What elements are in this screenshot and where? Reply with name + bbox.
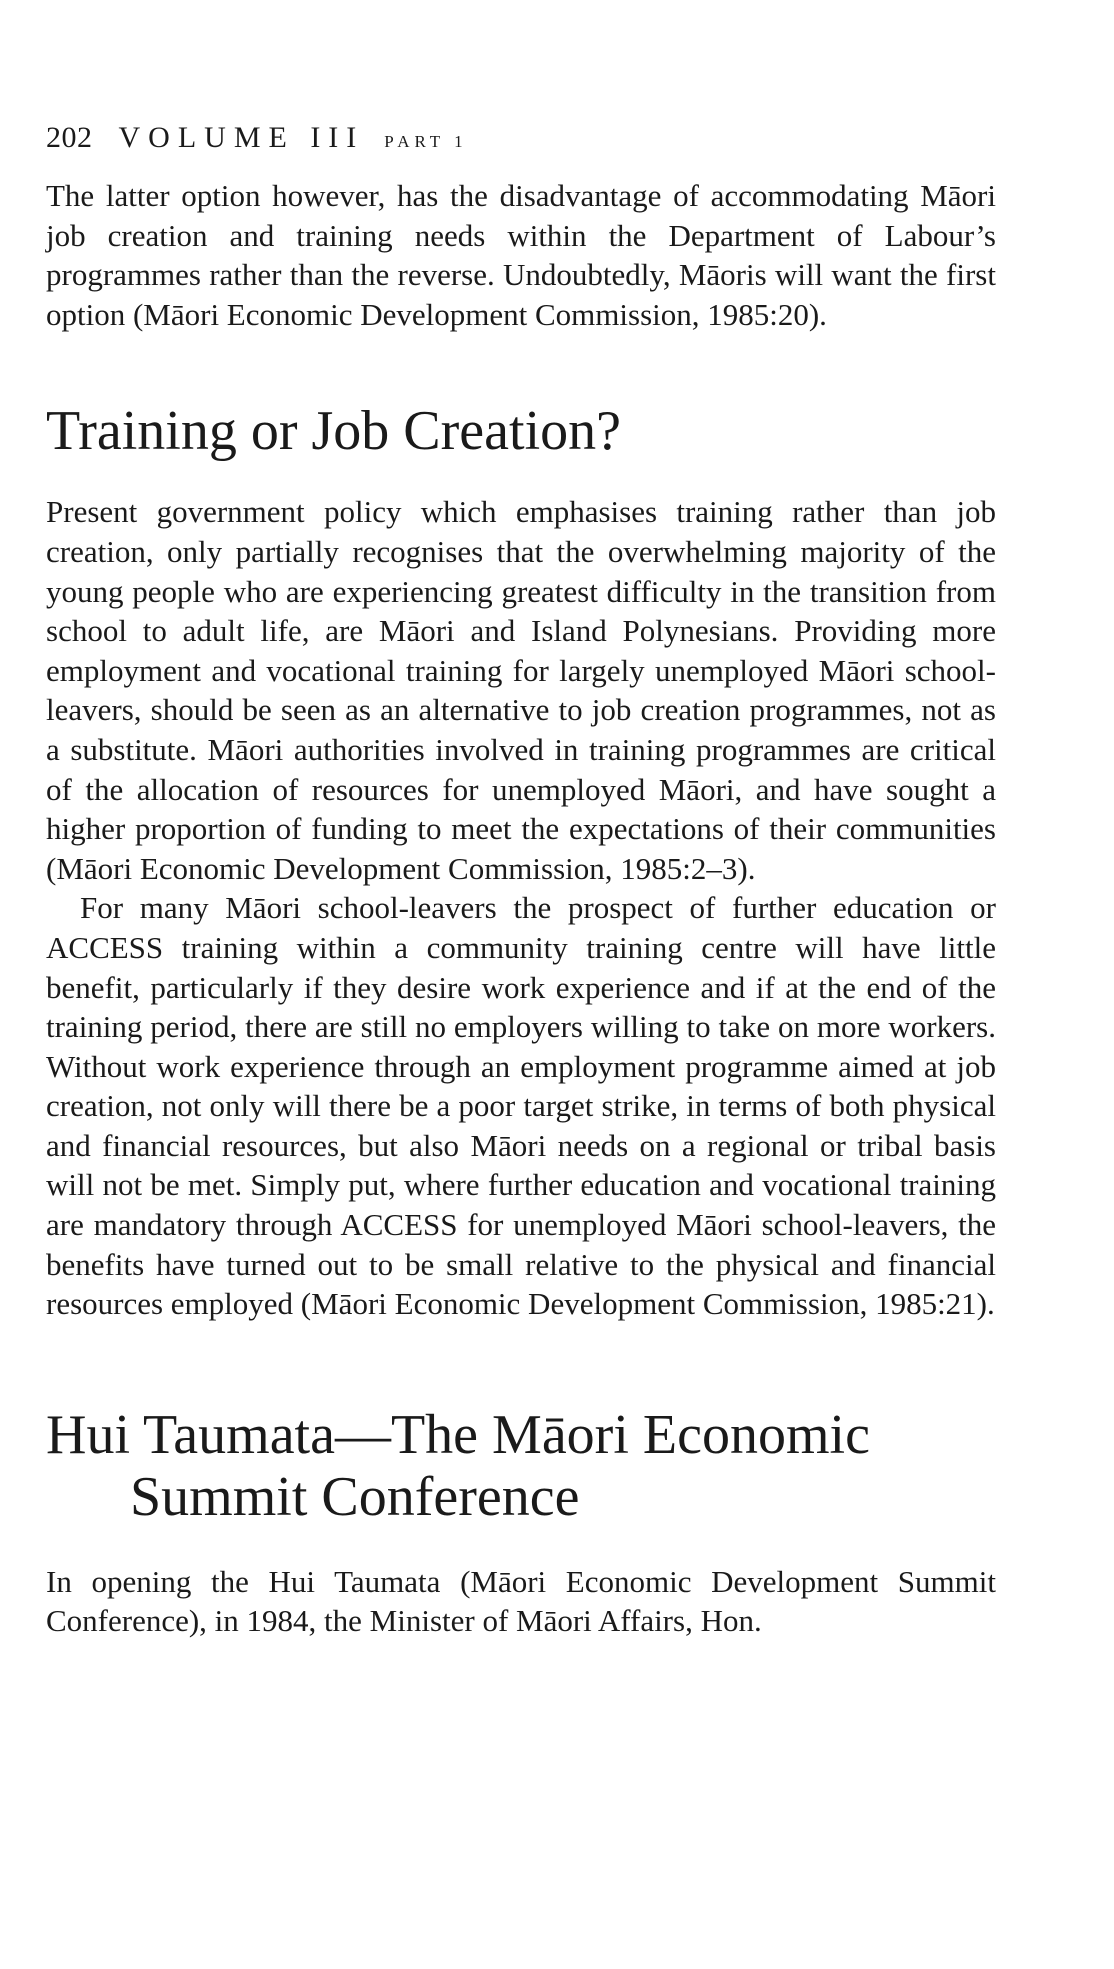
running-head [46, 118, 996, 162]
volume-label: VOLUME III [118, 121, 365, 154]
paragraph: In opening the Hui Taumata (Māori Economic Development Summit Conference), in 1984, the Minister of Māori Affairs, Hon. [46, 1563, 996, 1639]
paragraph: Present government policy which emphasises training rather than job creation, only partially recognises that the overwhelming majority of the young people who are experiencing greatest difficulty in the transition from school to adult life, are Māori and Island Polynesians. Providing more employment and vocational training for largely unemployed Māori school-leavers, should be seen as an alternative to job creation programmes, not as a substitute. Māori authorities involved in training programmes are critical of the allocation of resources for unemployed Māori, and have sought a higher proportion of funding to meet the expectations of their communities (Māori Economic Development Commission, 1985:2–3). [46, 494, 996, 886]
section-heading-hui-taumata: Hui Taumata—The Māori Economic Summit Conference [46, 1403, 870, 1528]
document-page [46, 118, 996, 1641]
part-label: PART 1 [384, 132, 468, 151]
section-heading-training: Training or Job Creation? [46, 400, 621, 463]
opening-paragraph: The latter option however, has the disadvantage of accommodating Māori job creation and training needs within the Department of Labour’s programmes rather than the reverse. Undoubtedly, Māoris will want the first option (Māori Economic Development Commission, 1985:20). [46, 178, 996, 332]
paragraph: For many Māori school-leavers the prospect of further education or ACCESS training within a community training centre will have little benefit, particularly if they desire work experience and if at the end of the training period, there are still no employers willing to take on more workers. Without work experience through an employment programme aimed at job creation, not only will there be a poor target strike, in terms of both physical and financial resources, but also Māori needs on a regional or tribal basis will not be met. Simply put, where further education and vocational training are mandatory through ACCESS for unemployed Māori school-leavers, the benefits have turned out to be small relative to the physical and financial resources employed (Māori Economic Development Commission, 1985:21). [46, 890, 996, 1322]
page-number: 202 [46, 121, 93, 154]
